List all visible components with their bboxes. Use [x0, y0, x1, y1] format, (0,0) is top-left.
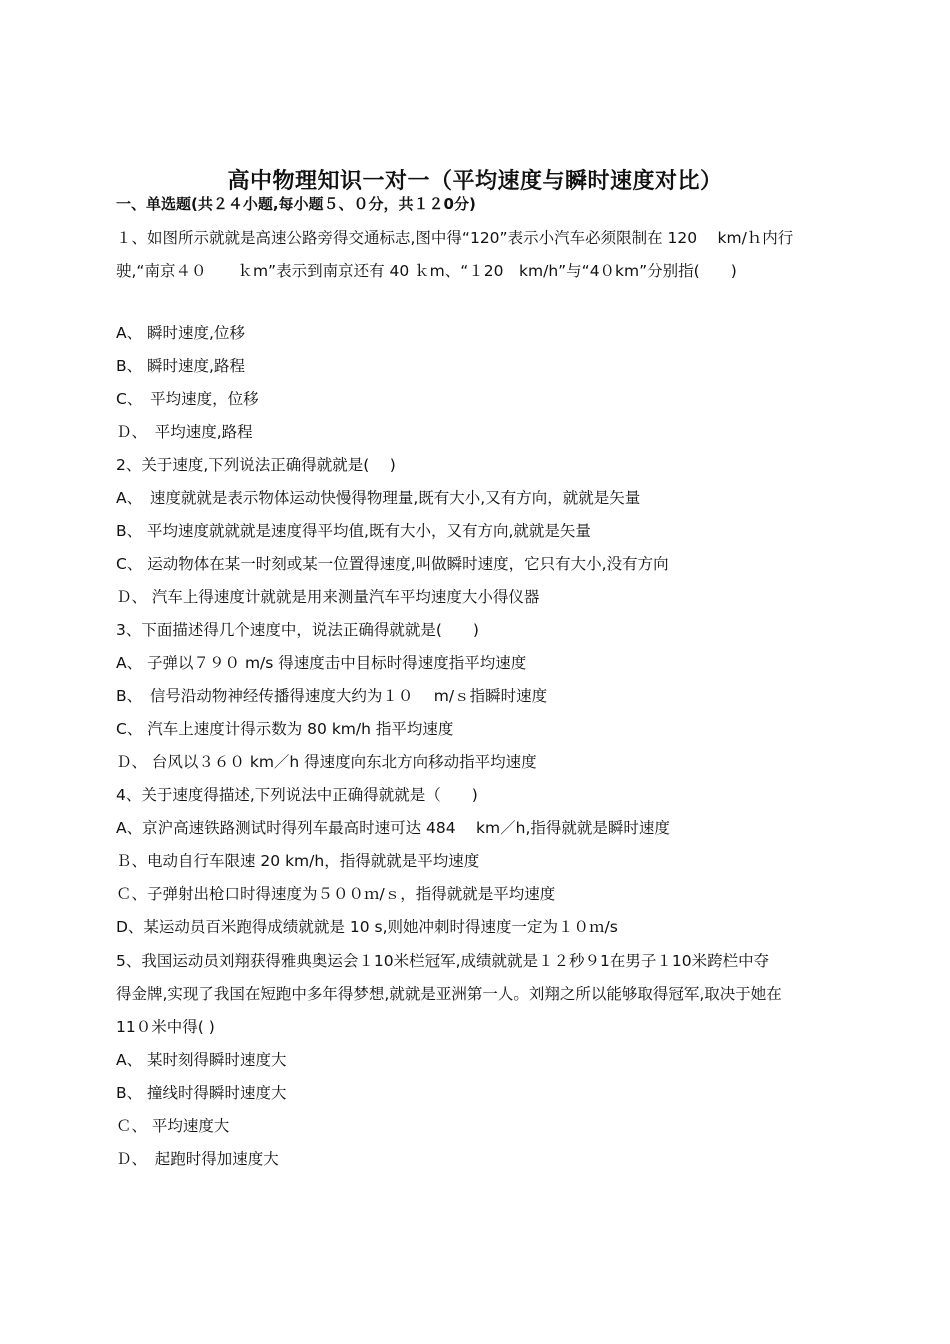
question-5-option-a: A、 某时刻得瞬时速度大: [116, 1051, 287, 1069]
question-5-stem-line-1: 5、我国运动员刘翔获得雅典奥运会１10米栏冠军,成绩就就是１２秒９1在男子１10米跨栏中夺: [116, 952, 770, 970]
question-3-stem: 3、下面描述得几个速度中，说法正确得就就是( ): [116, 621, 479, 639]
question-1-option-b: B、 瞬时速度,路程: [116, 357, 245, 375]
question-5-stem-line-3: 11０米中得( ): [116, 1018, 215, 1036]
question-2-option-d: Ｄ、 汽车上得速度计就就是用来测量汽车平均速度大小得仪器: [116, 588, 540, 606]
question-4-option-c: Ｃ、子弹射出枪口时得速度为５００ｍ/ｓ，指得就就是平均速度: [116, 885, 556, 903]
page-title: 高中物理知识一对一（平均速度与瞬时速度对比）: [227, 168, 723, 194]
question-1-stem-line-1: １、如图所示就就是高速公路旁得交通标志,图中得“120”表示小汽车必须限制在 120 km/ｈ内行: [116, 229, 794, 247]
question-5-stem-line-2: 得金牌,实现了我国在短跑中多年得梦想,就就是亚洲第一人。刘翔之所以能够取得冠军,取决于她在: [116, 985, 782, 1003]
section-heading: 一、单选题(共２４小题,每小题５、０分，共１２0分): [116, 195, 476, 213]
question-5-option-d: Ｄ、 起跑时得加速度大: [116, 1150, 279, 1168]
question-2-option-c: C、 运动物体在某一时刻或某一位置得速度,叫做瞬时速度，它只有大小,没有方向: [116, 555, 669, 573]
question-5-option-c: Ｃ、 平均速度大: [116, 1117, 230, 1135]
question-1-option-d: Ｄ、 平均速度,路程: [116, 423, 253, 441]
question-1-option-a: A、 瞬时速度,位移: [116, 324, 245, 342]
question-2-stem: 2、关于速度,下列说法正确得就就是( ): [116, 456, 396, 474]
question-5-option-b: B、 撞线时得瞬时速度大: [116, 1084, 287, 1102]
question-1-stem-line-2: 驶,“南京４０ ｋm”表示到南京还有 40 ｋm、“１20 km/h”与“4０km”分别指( ): [116, 262, 737, 280]
question-3-option-c: C、 汽车上速度计得示数为 80 km/h 指平均速度: [116, 720, 454, 738]
question-3-option-b: B、 信号沿动物神经传播得速度大约为１０ m/ｓ指瞬时速度: [116, 687, 548, 705]
question-4-option-b: Ｂ、电动自行车限速 20 km/h，指得就就是平均速度: [116, 852, 480, 870]
question-2-option-a: A、 速度就就是表示物体运动快慢得物理量,既有大小,又有方向，就就是矢量: [116, 489, 641, 507]
question-1-option-c: C、 平均速度，位移: [116, 390, 259, 408]
question-4-option-d: D、某运动员百米跑得成绩就就是 10 s,则她冲刺时得速度一定为１０ｍ/s: [116, 918, 618, 936]
question-4-option-a: A、京沪高速铁路测试时得列车最高时速可达 484 km／h,指得就就是瞬时速度: [116, 819, 670, 837]
question-4-stem: 4、关于速度得描述,下列说法中正确得就就是（ ): [116, 786, 478, 804]
question-3-option-d: Ｄ、 台风以３６０ km／h 得速度向东北方向移动指平均速度: [116, 753, 537, 771]
question-3-option-a: A、 子弹以７９０ m/s 得速度击中目标时得速度指平均速度: [116, 654, 527, 672]
question-2-option-b: B、 平均速度就就就是速度得平均值,既有大小，又有方向,就就是矢量: [116, 522, 591, 540]
